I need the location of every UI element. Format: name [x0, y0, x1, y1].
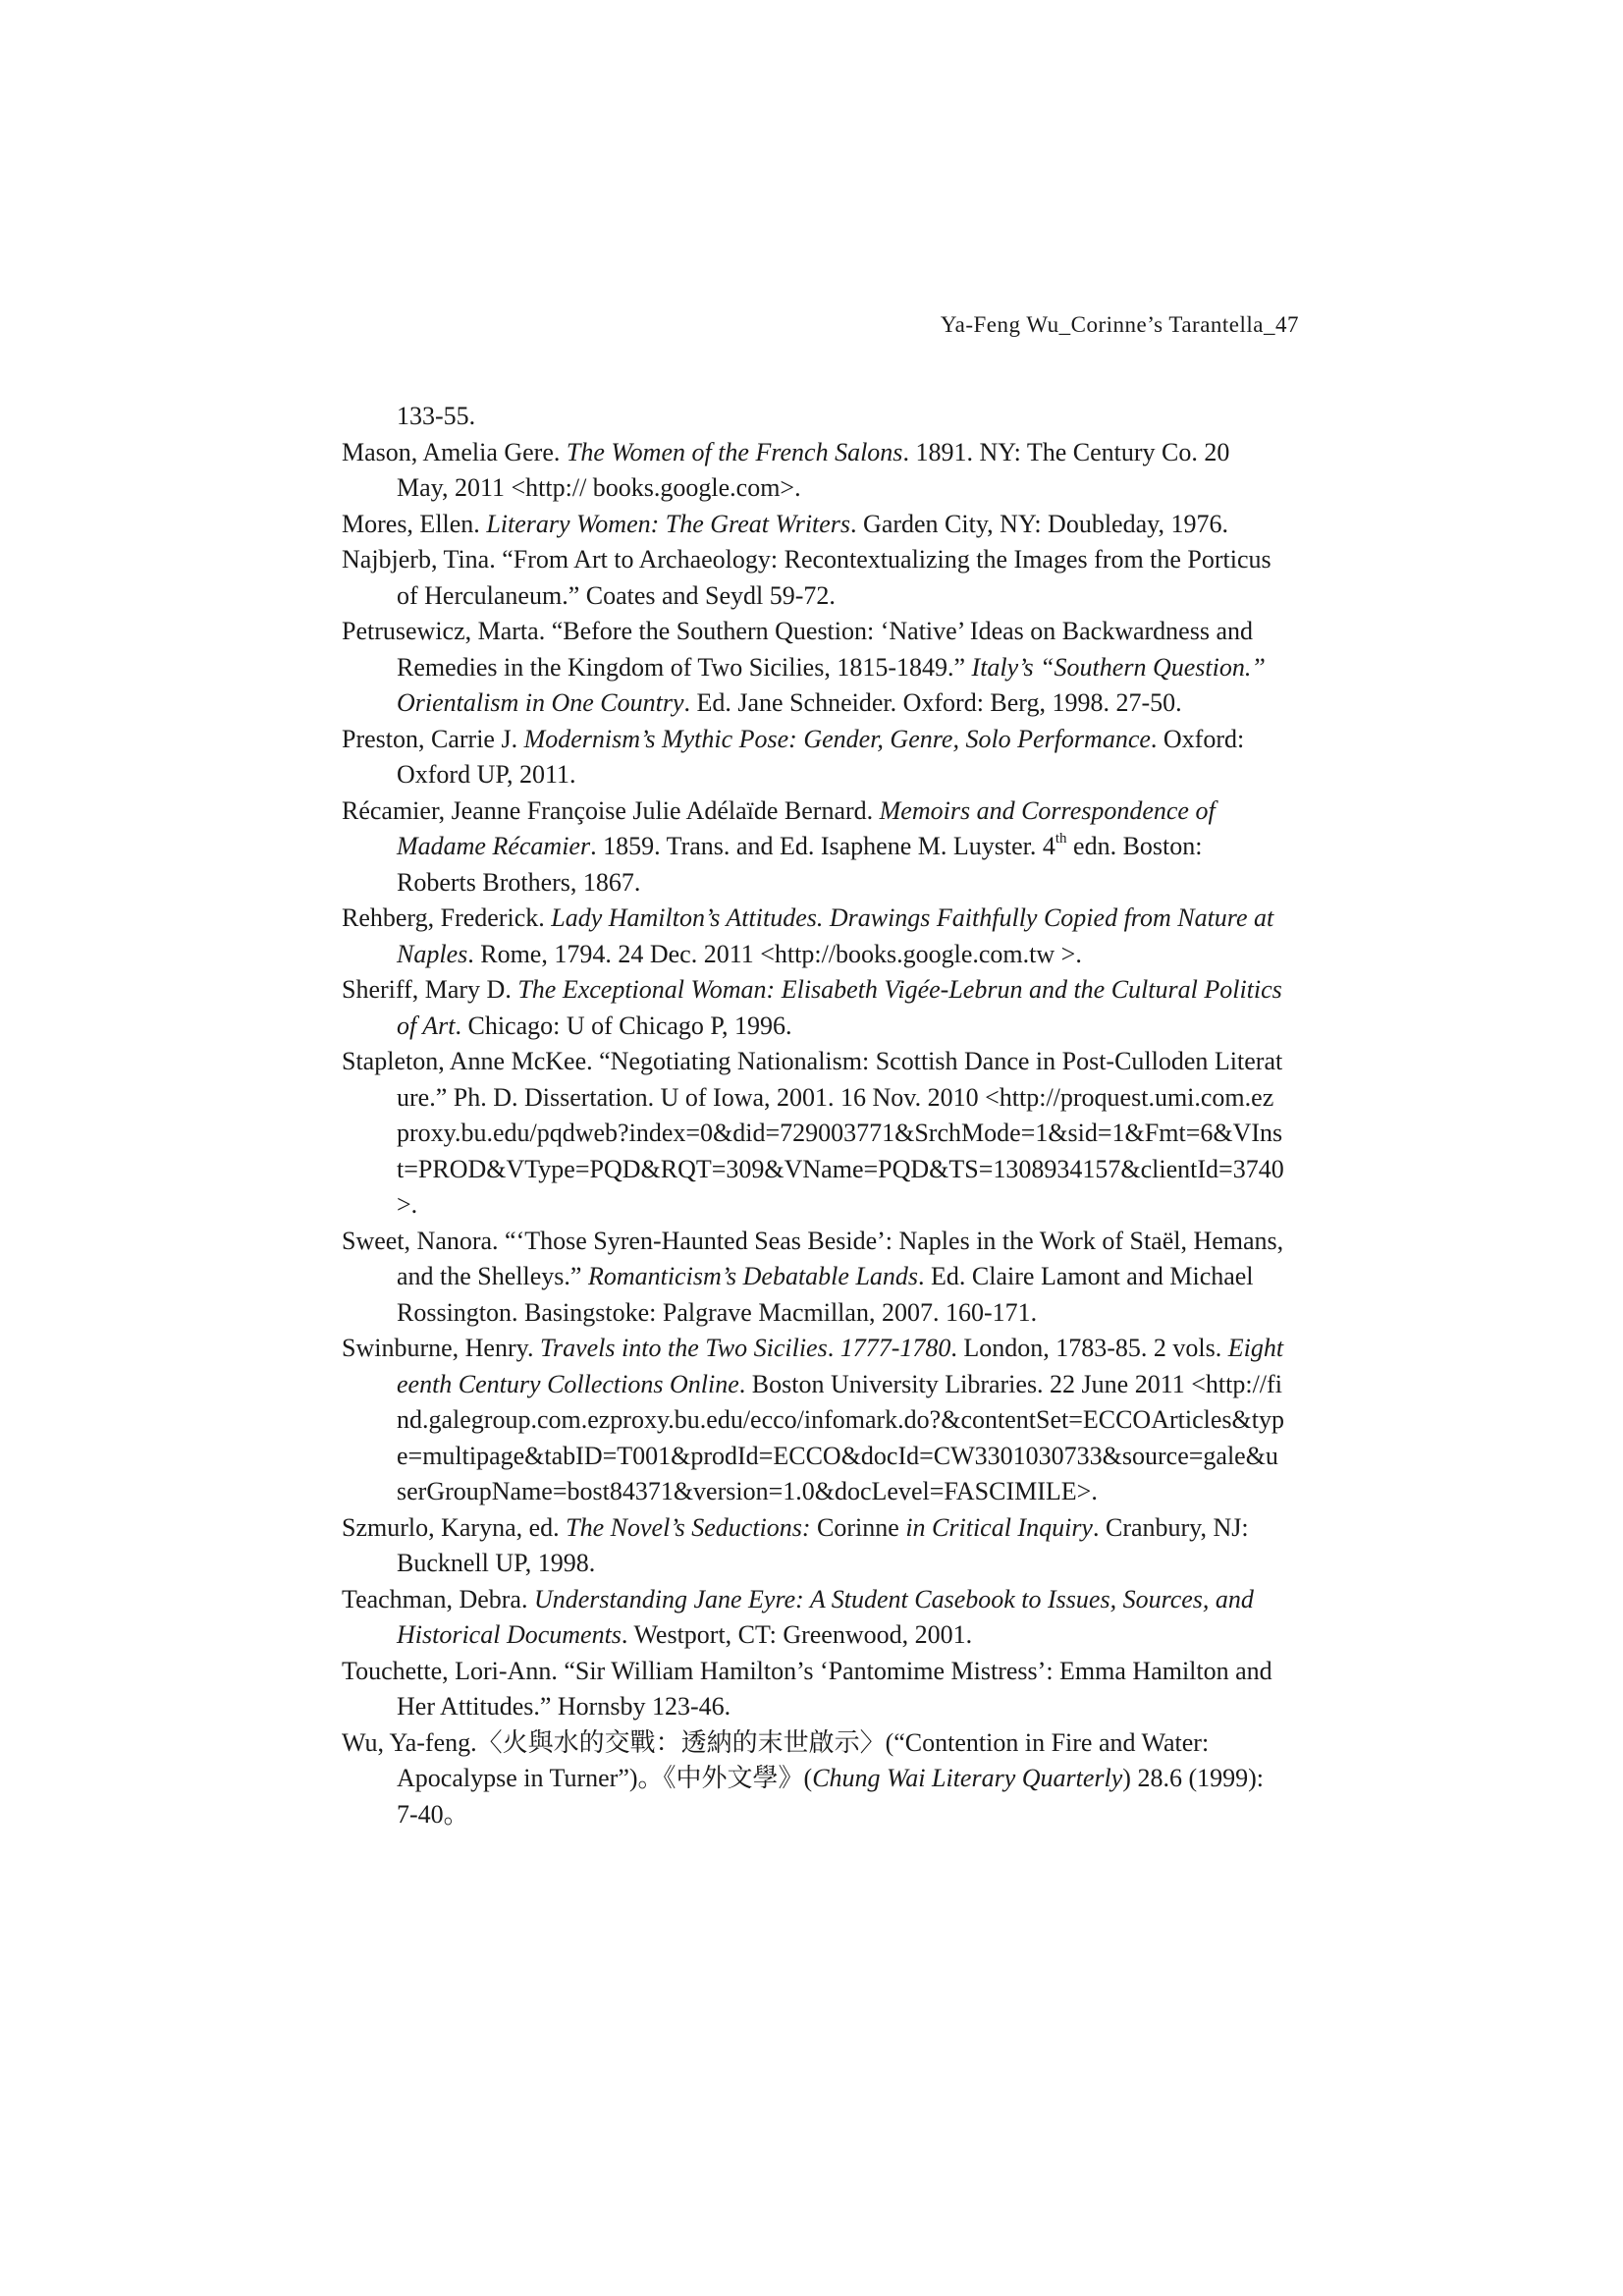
- bib-entry-rehberg: Rehberg, Frederick. Lady Hamilton’s Attitudes. Drawings Faithfully Copied from Nature at Naples. Rome, 1794. 24 Dec. 2011 <http://books.google.com.tw >.: [342, 903, 1274, 968]
- bib-entry-teachman: Teachman, Debra. Understanding Jane Eyre: A Student Casebook to Issues, Sources, and Historical Documents. Westport, CT: Greenwood, 2001.: [342, 1584, 1254, 1649]
- bib-entry-swinburne: Swinburne, Henry. Travels into the Two Sicilies. 1777-1780. London, 1783-85. 2 vols. Eighteenth Century Collections Online. Boston University Libraries. 22 June 2011 <http://find.galegroup.com.ezproxy.bu.edu/ecco/infomark.do?&contentSet=ECCOArticles&type=multipage&tabID=T001&prodId=ECCO&docId=CW3301030733&source=gale&userGroupName=bost84371&version=1.0&docLevel=FASCIMILE>.: [342, 1334, 1284, 1505]
- bib-entry-wu: Wu, Ya-feng.〈火與水的交戰：透納的末世啟示〉(“Contention in Fire and Water: Apocalypse in Turner”)。《中外文學》(Chung Wai Literary Quarterly) 28.6 (1999): 7-40。: [342, 1727, 1264, 1829]
- running-head: Ya-Feng Wu_Corinne’s Tarantella_47: [940, 312, 1299, 337]
- bib-entry-mores: Mores, Ellen. Literary Women: The Great Writers. Garden City, NY: Doubleday, 1976.: [342, 509, 1228, 538]
- bib-entry-najbjerb: Najbjerb, Tina. “From Art to Archaeology: Recontextualizing the Images from the Porticus of Herculaneum.” Coates and Seydl 59-72.: [342, 545, 1271, 610]
- bib-entry-touchette: Touchette, Lori-Ann. “Sir William Hamilton’s ‘Pantomime Mistress’: Emma Hamilton and Her Attitudes.” Hornsby 123-46.: [342, 1656, 1272, 1721]
- bib-entry-petrusewicz: Petrusewicz, Marta. “Before the Southern Question: ‘Native’ Ideas on Backwardness and Remedies in the Kingdom of Two Sicilies, 1815-1849.” Italy’s “Southern Question.” Orientalism in One Country. Ed. Jane Schneider. Oxford: Berg, 1998. 27-50.: [342, 617, 1266, 717]
- bib-entry-mason: Mason, Amelia Gere. The Women of the French Salons. 1891. NY: The Century Co. 20 May, 2011 <http:// books.google.com>.: [342, 437, 1230, 502]
- bib-entry-recamier: Récamier, Jeanne Françoise Julie Adélaïde Bernard. Memoirs and Correspondence of Madame Récamier. 1859. Trans. and Ed. Isaphene M. Luyster. 4th edn. Boston: Roberts Brothers, 1867.: [342, 795, 1216, 897]
- bib-entry-sweet: Sweet, Nanora. “‘Those Syren-Haunted Seas Beside’: Naples in the Work of Staël, Hemans, and the Shelleys.” Romanticism’s Debatable Lands. Ed. Claire Lamont and Michael Rossington. Basingstoke: Palgrave Macmillan, 2007. 160-171.: [342, 1226, 1284, 1327]
- bib-entry-szmurlo: Szmurlo, Karyna, ed. The Novel’s Seductions: Corinne in Critical Inquiry. Cranbury, NJ: Bucknell UP, 1998.: [342, 1512, 1249, 1577]
- bib-entry-stapleton: Stapleton, Anne McKee. “Negotiating Nationalism: Scottish Dance in Post-Culloden Literature.” Ph. D. Dissertation. U of Iowa, 2001. 16 Nov. 2010 <http://proquest.umi.com.ezproxy.bu.edu/pqdweb?index=0&did=729003771&SrchMode=1&sid=1&Fmt=6&VInst=PROD&VType=PQD&RQT=309&VName=PQD&TS=1308934157&clientId=3740 >.: [342, 1047, 1284, 1219]
- continuation-line: 133-55.: [397, 402, 476, 430]
- bibliography: [342, 399, 1284, 1832]
- bib-entry-sheriff: Sheriff, Mary D. The Exceptional Woman: Elisabeth Vigée-Lebrun and the Cultural Politics of Art. Chicago: U of Chicago P, 1996.: [342, 975, 1282, 1040]
- bib-entry-preston: Preston, Carrie J. Modernism’s Mythic Pose: Gender, Genre, Solo Performance. Oxford: Oxford UP, 2011.: [342, 724, 1245, 789]
